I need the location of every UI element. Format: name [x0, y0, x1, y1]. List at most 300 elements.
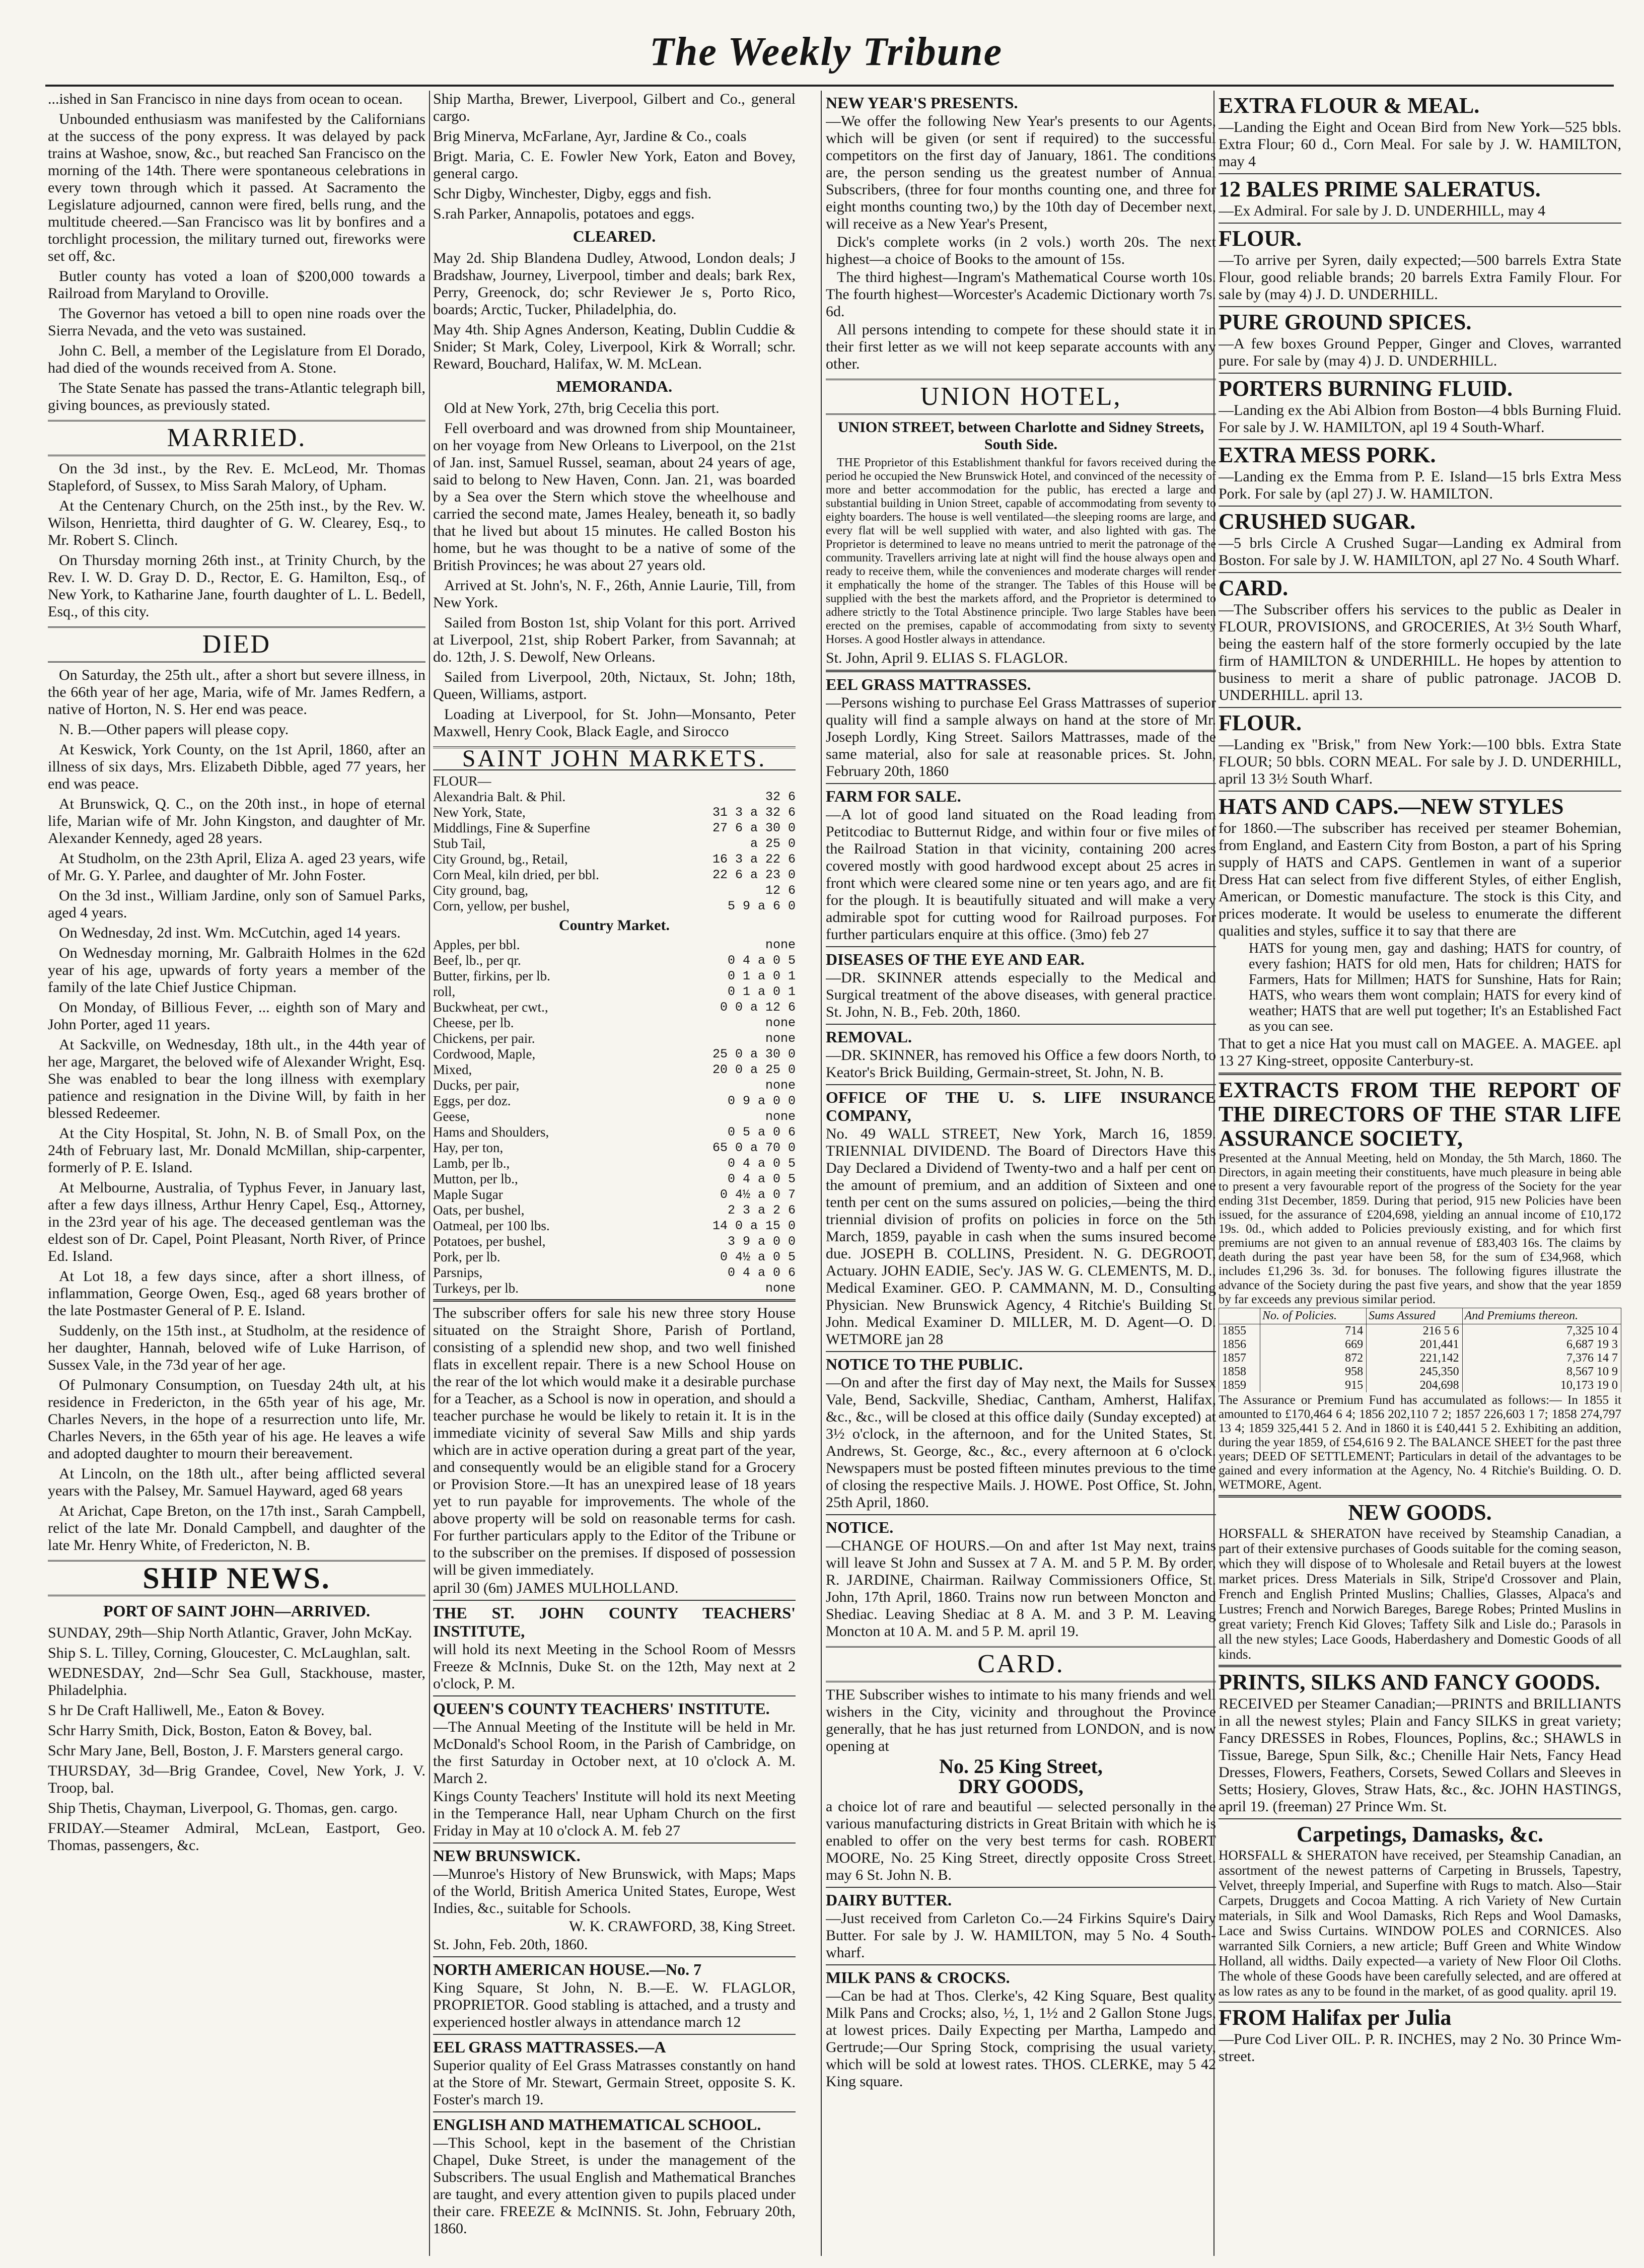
married-heading: MARRIED. — [48, 420, 425, 456]
ad-body: —A few boxes Ground Pepper, Ginger and Cloves, warranted pure. For sale by (may 4) J. D. UNDERHILL. — [1219, 335, 1621, 369]
advertisement — [1219, 707, 1621, 788]
union-hotel-heading: UNION HOTEL, — [826, 379, 1216, 415]
death-notice: At Keswick, York County, on the 1st April, 1860, after an illness of six days, Mrs. Elizabeth Dibble, aged 77 years, her end was peace. — [48, 741, 425, 792]
advertisement — [1219, 306, 1621, 370]
column-2 — [433, 91, 796, 2256]
ad-body: All persons intending to compete for these should state it in their first letter as we will not keep separate accounts with any other. — [826, 321, 1216, 372]
advertisement — [826, 1887, 1216, 1961]
column-rule — [821, 91, 822, 2256]
advertisement — [433, 2111, 796, 2237]
advertisement — [1219, 2002, 1621, 2065]
market-price: 0 4½ a 0 7 — [720, 1187, 796, 1202]
market-item: Mutton, per lb., — [433, 1171, 518, 1186]
ad-body: Superior quality of Eel Grass Matrasses constantly on hand at the Store of Mr. Stewart, Germain Street, opposite S. K. Foster's march 19. — [433, 2057, 796, 2108]
ad-heading: REMOVAL. — [826, 1028, 912, 1046]
market-row — [433, 953, 796, 968]
ad-body: —Landing ex the Abi Albion from Boston—4 bbls Burning Fluid. For sale by J. W. HAMILTON, apl 19 4 South-Wharf. — [1219, 402, 1621, 436]
ship-news-heading: SHIP NEWS. — [48, 1560, 425, 1596]
memoranda-subheading: MEMORANDA. — [556, 377, 673, 395]
table-cell: 7,325 10 4 — [1462, 1324, 1621, 1338]
masthead-rule — [45, 85, 1614, 87]
market-item: Buckwheat, per cwt., — [433, 1000, 548, 1015]
market-price: 22 6 a 23 0 — [712, 868, 796, 882]
market-row — [433, 1046, 796, 1062]
shipping-entry: FRIDAY.—Steamer Admiral, McLean, Eastport, Geo. Thomas, passengers, &c. — [48, 1820, 425, 1854]
ad-heading: MILK PANS & CROCKS. — [826, 1968, 1010, 1987]
advertisement — [826, 783, 1216, 943]
table-header: No. of Policies. — [1260, 1308, 1367, 1324]
table-header: Sums Assured — [1367, 1308, 1463, 1324]
advertisement — [1219, 572, 1621, 704]
ad-footer: april 30 (6m) JAMES MULHOLLAND. — [433, 1580, 679, 1596]
market-row — [433, 1109, 796, 1124]
market-row — [433, 1015, 796, 1031]
ad-body: —Landing ex "Brisk," from New York:—100 bbls. Extra State FLOUR; 50 bbls. CORN MEAL. For sale by J. D. UNDERHILL, april 13 3½ South Wharf. — [1219, 736, 1621, 787]
market-item: Middlings, Fine & Superfine — [433, 820, 590, 835]
arrived-subheading: PORT OF SAINT JOHN—ARRIVED. — [103, 1602, 370, 1620]
advertisement — [826, 946, 1216, 1021]
table-cell: 216 5 6 — [1367, 1324, 1463, 1338]
market-item: roll, — [433, 984, 456, 999]
advertisement — [433, 1842, 796, 1953]
ad-heading: NEW YEAR'S PRESENTS. — [826, 94, 1018, 112]
ad-body: for 1860.—The subscriber has received per steamer Bohemian, from England, and Eastern City from Boston, a part of his Spring supply of HATS and CAPS. Gentlemen in want of a superior Dress Hat can select from five different Styles, of either English, American, or Domestic manufacture. The stock is this City, and prices moderate. It would be useless to enumerate the different qualities and styles, suffice it to say that there are — [1219, 820, 1621, 939]
ad-heading: NORTH AMERICAN HOUSE.—No. 7 — [433, 1960, 702, 1978]
shipping-entry: THURSDAY, 3d—Brig Grandee, Covel, New York, J. V. Troop, bal. — [48, 1762, 425, 1796]
memoranda-entry: Loading at Liverpool, for St. John—Monsanto, Peter Maxwell, Henry Cook, Black Eagle, and Sirocco — [433, 706, 796, 740]
ad-body: —Pure Cod Liver OIL. P. R. INCHES, may 2 No. 30 Prince Wm-street. — [1219, 2031, 1621, 2065]
shipping-entry: S.rah Parker, Annapolis, potatoes and eggs. — [433, 205, 695, 222]
market-price: 20 0 a 25 0 — [712, 1062, 796, 1077]
advertisement — [1219, 373, 1621, 436]
ad-body: The third highest—Ingram's Mathematical Course worth 10s. The fourth highest—Worcester's Academic Dictionary worth 7s. 6d. — [826, 269, 1216, 320]
table-cell: 714 — [1260, 1324, 1367, 1338]
table-cell: 8,567 10 9 — [1462, 1365, 1621, 1379]
ad-date: St. John, Feb. 20th, 1860. — [433, 1936, 588, 1953]
masthead: The Weekly Tribune — [650, 30, 1003, 74]
market-row — [433, 1078, 796, 1093]
market-price: 0 1 a 0 1 — [727, 969, 796, 983]
country-market-table — [433, 937, 796, 1296]
advertisement — [1219, 506, 1621, 569]
ad-body: No. 49 WALL STREET, New York, March 16, 1859. TRIENNIAL DIVIDEND. The Board of Directors Have this Day Declared a Dividend of Twenty-two and a half per cent on the amount of premium, and an addition of Sixteen and one tenth per cent on the sums assured on policies,—being the third triennial division of profits on policies in force on the 5th March, 1859, payable in cash when the sums insured become due. JOSEPH B. COLLINS, President. N. G. DEGROOT, Actuary. JOHN EADIE, Sec'y. JAS W. G. CLEMENTS, M. D., Medical Examiner. GEO. P. CAMMANN, M. D., Consulting Physician. New Brunswick Agency, 4 Ritchie's Building St. John. Medical Examiner D. MILLER, M. D. Agent—O. D. WETMORE jan 28 — [826, 1125, 1216, 1348]
ad-heading: PURE GROUND SPICES. — [1219, 310, 1472, 334]
shipping-entry: S hr De Craft Halliwell, Me., Eaton & Bovey. — [48, 1702, 325, 1719]
ad-heading: CARD. — [1219, 576, 1289, 600]
ad-heading: THE ST. JOHN COUNTY TEACHERS' INSTITUTE, — [433, 1604, 796, 1640]
ad-body: —The Subscriber offers his services to the public as Dealer in FLOUR, PROVISIONS, and GROCERIES, At 3½ South Wharf, being the eastern half of the store formerly occupied by the late firm of HAMILTON & UNDERHILL. He hopes by attention to business to merit a share of public patronage. JACOB D. UNDERHILL. april 13. — [1219, 601, 1621, 703]
market-item: Alexandria Balt. & Phil. — [433, 789, 566, 804]
advertisement — [826, 1351, 1216, 1511]
shipping-entry: Brig Minerva, McFarlane, Ayr, Jardine & Co., coals — [433, 128, 747, 145]
market-item: Mixed, — [433, 1062, 472, 1077]
ad-body: —The Annual Meeting of the Institute will be held in Mr. McDonald's School Room, in the Parish of Cambridge, on the first Saturday in October next, at 10 o'clock A. M. March 2. — [433, 1719, 796, 1787]
ad-body: —We offer the following New Year's presents to our Agents, which will be given (or sent if required) to the successful competitors on the first day of January, 1861. The conditions are, the person sending us the greatest number of Annual Subscribers, (three for four months counting one, and three for eight months counting two,) by the 10th day of December next, will receive as a New Year's Present, — [826, 113, 1216, 232]
table-cell: 1858 — [1219, 1365, 1260, 1379]
ad-body: RECEIVED per Steamer Canadian;—PRINTS and BRILLIANTS in all the newest styles; Plain and Fancy SILKS in great variety; Fancy DRESSES in Robes, Flounces, Poplins, &c.; SHAWLS in Tissue, Barege, Spun Silk, &c.; Chenille Hair Nets, Fancy Head Dresses, Flowers, Feathers, Corsets, Sewed Collars and Sleeves in Setts; Hosiery, Gloves, Straw Hats, &c., &c. JOHN HASTINGS, april 19. (freeman) 27 Prince Wm. St. — [1219, 1695, 1621, 1815]
ad-heading: FLOUR. — [1219, 226, 1302, 251]
market-price: a 25 0 — [750, 836, 796, 851]
memoranda-entry: Fell overboard and was drowned from ship Mountaineer, on her voyage from New Orleans to Liverpool, on the 21st of Jan. inst, Samuel Russel, seaman, about 24 years of age, said to belong to New Haven, Conn. Jan. 21, was boarded by a Sea over the Stern which stove the wheelhouse and carried the second mate, James Healey, beneath it, so badly that he lived but about 15 minutes. He called Boston his home, but he was thought to be a native of some of the British Provinces; he was about 27 years old. — [433, 420, 796, 574]
market-price: 0 4 a 0 5 — [727, 1172, 796, 1186]
ad-heading: EXTRA FLOUR & MEAL. — [1219, 93, 1480, 118]
market-row — [433, 1156, 796, 1171]
ad-heading: FROM Halifax per Julia — [1219, 2005, 1452, 2030]
table-cell: 7,376 14 7 — [1462, 1352, 1621, 1365]
market-item: Cheese, per lb. — [433, 1015, 514, 1030]
advertisement — [1219, 791, 1621, 1070]
advertisement — [1219, 173, 1621, 220]
market-row — [433, 984, 796, 1000]
flour-prices-table — [433, 773, 796, 914]
marriage-notice: On the 3d inst., by the Rev. E. McLeod, Mr. Thomas Stapleford, of Sussex, to Miss Sarah Malory, of Upham. — [48, 460, 425, 494]
market-price: 25 0 a 30 0 — [712, 1047, 796, 1061]
market-row — [433, 836, 796, 852]
store-address: No. 25 King Street, — [939, 1755, 1103, 1778]
market-item: Maple Sugar — [433, 1187, 503, 1202]
paragraph: Butler county has voted a loan of $200,000 towards a Railroad from Maryland to Oroville. — [48, 268, 425, 302]
market-item: New York, State, — [433, 805, 526, 820]
ad-body: —Just received from Carleton Co.—24 Firkins Squire's Dairy Butter. For sale by J. W. HAMILTON, may 5 No. 4 South-wharf. — [826, 1910, 1216, 1961]
death-notice: At Melbourne, Australia, of Typhus Fever, in January last, after a few days illness, Arthur Henry Capel, Esq., Attorney, in the 23rd year of his age. The deceased gentleman was the eldest son of Dr. Capel, Point Pleasant, North River, of Prince Ed. Island. — [48, 1179, 425, 1264]
ad-heading: EEL GRASS MATTRASSES.—A — [433, 2038, 666, 2056]
market-row — [433, 898, 796, 914]
advertisement — [1219, 1818, 1621, 1999]
dry-goods-heading: DRY GOODS, — [958, 1775, 1084, 1798]
market-row — [433, 852, 796, 867]
death-notice: At Arichat, Cape Breton, on the 17th inst., Sarah Campbell, relict of the late Mr. Donald Campbell, and daughter of the late Mr. Henry White, of Fredericton, N. B. — [48, 1503, 425, 1553]
market-item: Oatmeal, per 100 lbs. — [433, 1218, 550, 1233]
death-notice: At the City Hospital, St. John, N. B. of Small Pox, on the 24th of February last, Mr. Donald McMillan, ship-carpenter, formerly of P. E. Island. — [48, 1125, 425, 1176]
market-price: 12 6 — [765, 883, 796, 898]
ad-body: —Munroe's History of New Brunswick, with Maps; Maps of the World, British America United States, Europe, West Indies, &c., suitable for Schools. — [433, 1866, 796, 1917]
market-item: Chickens, per pair. — [433, 1031, 535, 1046]
market-item: Beef, lb., per qr. — [433, 953, 521, 968]
ad-heading: 12 BALES PRIME SALERATUS. — [1219, 177, 1541, 201]
market-item: Butter, firkins, per lb. — [433, 968, 550, 983]
ad-body: a choice lot of rare and beautiful — selected personally in the various manufacturing districts in Great Britain with which he is enabled to offer on the very best terms for cash. ROBERT MOORE, No. 25 King Street, directly opposite Cross Street. may 6 St. John N. B. — [826, 1798, 1216, 1883]
advertisement — [1219, 1495, 1621, 1662]
assurance-table — [1219, 1308, 1621, 1392]
advertisement — [433, 1600, 796, 1692]
paragraph: The Governor has vetoed a bill to open nine roads over the Sierra Nevada, and the veto was sustained. — [48, 305, 425, 339]
market-item: Hams and Shoulders, — [433, 1124, 549, 1140]
column-4 — [1219, 91, 1621, 2256]
market-row — [433, 1281, 796, 1296]
death-notice: On Monday, of Billious Fever, ... eighth son of Mary and John Porter, aged 11 years. — [48, 999, 425, 1033]
market-row — [433, 805, 796, 820]
shipping-entry: Ship S. L. Tilley, Corning, Gloucester, C. McLaughlan, salt. — [48, 1645, 411, 1661]
ad-body: —Ex Admiral. For sale by J. D. UNDERHILL, may 4 — [1219, 202, 1546, 219]
table-cell: 958 — [1260, 1365, 1367, 1379]
market-row — [433, 1249, 796, 1265]
ad-heading: EEL GRASS MATTRASSES. — [826, 675, 1031, 693]
advertisement — [826, 670, 1216, 780]
ad-heading: OFFICE OF THE U. S. LIFE INSURANCE COMPANY, — [826, 1088, 1216, 1124]
ad-body: Dick's complete works (in 2 vols.) worth 20s. The next highest—a choice of Books to the amount of 15s. — [826, 234, 1216, 267]
ad-signature: W. K. CRAWFORD, 38, King Street. — [569, 1918, 796, 1935]
memoranda-entry: Sailed from Boston 1st, ship Volant for this port. Arrived at Liverpool, 21st, ship Robert Parker, from Savannah; at do. 12th, J. S. Dewolf, New Orleans. — [433, 614, 796, 665]
ad-heading: ENGLISH AND MATHEMATICAL SCHOOL. — [433, 2115, 761, 2134]
advertisement — [1219, 1073, 1621, 1492]
ad-body: —CHANGE OF HOURS.—On and after 1st May next, trains will leave St John and Sussex at 7 A. M. and 5 P. M. By order, R. JARDINE, Chairman. Railway Commissioners Office, St. John, 17th April, 1860. Trains now run between Moncton and Shediac. Leaving Shediac at 8 A. M. and 3 P. M. Leaving Moncton at 10 A. M. and 5 P. M. april 19. — [826, 1537, 1216, 1640]
memoranda-entry: Sailed from Liverpool, 20th, Nictaux, St. John; 18th, Queen, Williams, astport. — [433, 669, 796, 702]
market-item: Lamb, per lb., — [433, 1156, 510, 1171]
market-price: 14 0 a 15 0 — [712, 1219, 796, 1233]
market-row — [433, 820, 796, 836]
ad-heading: NOTICE TO THE PUBLIC. — [826, 1355, 1023, 1373]
market-price: 0 4½ a 0 5 — [720, 1250, 796, 1264]
table-cell: 1856 — [1219, 1338, 1260, 1352]
advertisement — [826, 1964, 1216, 2090]
death-notice: On Wednesday, 2d inst. Wm. McCutchin, aged 14 years. — [59, 925, 401, 941]
market-row — [433, 1202, 796, 1218]
ad-heading: EXTRA MESS PORK. — [1219, 443, 1436, 467]
ad-heading: EXTRACTS FROM THE REPORT OF THE DIRECTORS OF THE STAR LIFE ASSURANCE SOCIETY, — [1219, 1078, 1621, 1151]
market-item: Corn, yellow, per bushel, — [433, 898, 570, 913]
shipping-entry: May 2d. Ship Blandena Dudley, Atwood, London deals; J Bradshaw, Journey, Liverpool, timber and deals; bark Rex, Perry, Greenock, do; schr Reviewer Je s, Porto Rico, boards; Arctic, Tucker, Philadelphia, do. — [433, 250, 796, 318]
death-notice: Suddenly, on the 15th inst., at Studholm, at the residence of her daughter, Hannah, beloved wife of Luke Harrison, of Sussex Vale, in the 73d year of her age. — [48, 1322, 425, 1373]
table-row — [1219, 1352, 1621, 1365]
market-row — [433, 883, 796, 898]
death-notice: N. B.—Other papers will please copy. — [59, 721, 289, 738]
table-cell: 204,698 — [1367, 1379, 1463, 1392]
ad-heading: DAIRY BUTTER. — [826, 1891, 952, 1909]
shipping-entry: SUNDAY, 29th—Ship North Atlantic, Graver, John McKay. — [48, 1624, 412, 1641]
advertisement — [826, 1024, 1216, 1081]
table-cell: 221,142 — [1367, 1352, 1463, 1365]
table-header: And Premiums thereon. — [1462, 1308, 1621, 1324]
shipping-entry: Schr Harry Smith, Dick, Boston, Eaton & Bovey, bal. — [48, 1722, 372, 1739]
ad-body: Kings County Teachers' Institute will hold its next Meeting in the Temperance Hall, near Upham Church on the first Friday in May at 10 o'clock A. M. feb 27 — [433, 1788, 796, 1839]
table-cell: 1857 — [1219, 1352, 1260, 1365]
table-cell: 10,173 19 0 — [1462, 1379, 1621, 1392]
ad-body: —A lot of good land situated on the Road leading from Petitcodiac to Butternut Ridge, and within four or five miles of the Railroad Station in that vicinity, containing 200 acres covered mostly with good hardwood except about 25 acres in front which were cleared some nine or ten years ago, and are fit for the plough. It is beautifully situated and will make a very admirable spot for cutting wood for Railroad purposes. For further particulars enquire at this office. (3mo) feb 27 — [826, 806, 1216, 943]
advertisement — [433, 1695, 796, 1839]
table-cell: 915 — [1260, 1379, 1367, 1392]
column-rule — [429, 91, 430, 2256]
market-item: Oats, per bushel, — [433, 1202, 525, 1218]
market-item: City ground, bag, — [433, 883, 528, 898]
paragraph: The State Senate has passed the trans-Atlantic telegraph bill, giving bounces, as previously stated. — [48, 380, 425, 413]
market-price: none — [765, 1016, 796, 1030]
market-row — [433, 1124, 796, 1140]
memoranda-entry: Arrived at St. John's, N. F., 26th, Annie Laurie, Till, from New York. — [433, 577, 796, 611]
paragraph: ...ished in San Francisco in nine days from ocean to ocean. — [48, 91, 403, 107]
market-row — [433, 937, 796, 953]
market-item: Eggs, per doz. — [433, 1093, 511, 1108]
ad-body: —Can be had at Thos. Clerke's, 42 King Square, Best quality Milk Pans and Crocks; also, ½, 1, 1½ and 2 Gallon Stone Jugs, at lowest prices. Daily Expecting per Martha, Lampedo and Gertrude;—Our Spring Stock, comprising the usual variety, which will be sold at lowest rates. THOS. CLERKE, may 5 42 King square. — [826, 1988, 1216, 2090]
column-3 — [826, 91, 1216, 2256]
card-heading: CARD. — [826, 1646, 1216, 1682]
ad-body: —DR. SKINNER, has removed his Office a few doors North, to Keator's Brick Building, Germain-street, St. John, N. B. — [826, 1047, 1216, 1081]
ad-heading: FLOUR. — [1219, 711, 1302, 735]
shipping-entry: Ship Thetis, Chayman, Liverpool, G. Thomas, gen. cargo. — [48, 1800, 398, 1816]
market-row — [433, 789, 796, 805]
market-row — [433, 1218, 796, 1234]
shipping-entry: May 4th. Ship Agnes Anderson, Keating, Dublin Cuddie & Snider; St Mark, Coley, Liverpool, Kirk & Worrall; schr. Reward, Bouchard, Halifax, W. M. McLean. — [433, 321, 796, 372]
ad-body: —5 brls Circle A Crushed Sugar—Landing ex Admiral from Boston. For sale by J. W. HAMILTON, apl 27 No. 4 South Wharf. — [1219, 535, 1621, 569]
ad-heading: FARM FOR SALE. — [826, 787, 961, 805]
death-notice: At Sackville, on Wednesday, 18th ult., in the 44th year of her age, Margaret, the beloved wife of Alexander Wright, Esq. She was enabled to bear the long illness with exemplary patience and resignation in the Divine Will, by faith in her blessed Redeemer. — [48, 1036, 425, 1121]
market-row — [433, 1234, 796, 1249]
market-price: 32 6 — [765, 790, 796, 804]
ad-body: Presented at the Annual Meeting, held on Monday, the 5th March, 1860. The Directors, in again meeting their constituents, have much pleasure in being able to present a very favourable report of the progress of the Society for the year ending 31st December, 1859. During that period, 915 new Policies have been issued, for the assurance of £204,698, yielding an annual income of £10,172 19s. 0d., which added to Policies previously existing, and for which first premiums are not given to an annual revenue of £83,403 16s. The claims by death during the past year have been 58, for the sum of £34,968, which includes £1,296 3s. 3d. for bonuses. The following figures illustrate the advance of the Society during the past five years, and show that the year 1859 by far exceeds any previous similar period. — [1219, 1152, 1621, 1306]
markets-heading: SAINT JOHN MARKETS. — [433, 746, 796, 770]
advertisement — [1219, 439, 1621, 503]
market-price: 0 1 a 0 1 — [727, 984, 796, 999]
market-item: Turkeys, per lb. — [433, 1281, 519, 1296]
market-price: 0 0 a 12 6 — [720, 1000, 796, 1015]
market-price: none — [765, 1031, 796, 1046]
market-price: 65 0 a 70 0 — [712, 1141, 796, 1155]
advertisement — [826, 1514, 1216, 1640]
death-notice: On Wednesday morning, Mr. Galbraith Holmes in the 62d year of his age, upwards of forty years a member of the family of the late Chief Justice Chipman. — [48, 945, 425, 996]
market-item: Cordwood, Maple, — [433, 1046, 536, 1061]
market-item: Geese, — [433, 1109, 470, 1124]
paragraph: Unbounded enthusiasm was manifested by the Californians at the success of the pony express. It was delayed by pack trains at Washoe, snow, &c., but reached San Francisco on the morning of the 14th. There were spontaneous celebrations in every town through which it passed. At Sacramento the Legislature adjourned, cannon were fired, bells rung, and the multitude cheered.—San Francisco was lit by bonfires and a torchlight procession, the military turned out, fireworks were set off, &c. — [48, 111, 425, 264]
advertisement — [1219, 1665, 1621, 1815]
memoranda-entry: Old at New York, 27th, brig Cecelia this port. — [444, 400, 720, 416]
marriage-notice: At the Centenary Church, on the 25th inst., by the Rev. W. Wilson, Henrietta, third daughter of G. W. Clearey, Esq., to Mr. Robert S. Clinch. — [48, 498, 425, 548]
market-price: 16 3 a 22 6 — [712, 852, 796, 867]
hotel-address: UNION STREET, between Charlotte and Sidney Streets, South Side. — [837, 419, 1204, 453]
ad-body: King Square, St John, N. B.—E. W. FLAGLOR, PROPRIETOR. Good stabling is attached, and a trusty and experienced hostler always in attendance march 12 — [433, 1979, 796, 2030]
market-item: Apples, per bbl. — [433, 937, 520, 952]
table-header — [1219, 1308, 1260, 1324]
table-row — [1219, 1379, 1621, 1392]
ad-body: THE Proprietor of this Establishment thankful for favors received during the period he occupied the New Brunswick Hotel, and convinced of the necessity of more and better accommodation for the public, has erected a large and substantial building in Union Street, capable of accommodating from seventy to eighty boarders. The house is well ventilated—the sleeping rooms are large, and every flat will be well supplied with water, and also lighted with gas. The Proprietor is determined to leave no means untried to merit the patronage of the community. Travellers arriving late at night will find the house always open and ready to receive them, while the conveniences and moderate charges will render it emphatically the home of the stranger. The Tables of this House will be supplied with the best the markets afford, and the Proprietor is determined to adhere strictly to the Total Abstinence principle. Two large Stables have been erected on the premises, capable of accommodating from sixty to seventy Horses. A good Hostler always in attendance. — [826, 456, 1216, 646]
market-row — [433, 1171, 796, 1187]
ad-body: The subscriber offers for sale his new three story House situated on the Straight Shore, Parish of Portland, consisting of a splendid new shop, and two well finished flats in excellent repair. There is a new School House on the rear of the lot which would make it a desirable purchase for a Teacher, as a School is now in operation, and should a teacher purchase he would be likely to retain it. It is in the immediate vicinity of several Saw Mills and ship yards which are in active operation during a great part of the year, and consequently would be an eligible stand for a Grocery or Provision Store.—It has an unexpired lease of 18 years yet to run payable for improvements. The whole of the above property will be sold on reasonable terms for cash. For further particulars apply to the Editor of the Tribune or to the subscriber on the premises. If disposed of possession will be given immediately. — [433, 1305, 796, 1578]
ad-body: —This School, kept in the basement of the Christian Chapel, Duke Street, is under the management of the Subscribers. The usual English and Mathematical Branches are taught, and every attention given to pupils placed under their care. FREEZE & McINNIS. St. John, February 20th, 1860. — [433, 2135, 796, 2237]
table-cell: 6,687 19 3 — [1462, 1338, 1621, 1352]
market-price: none — [765, 1109, 796, 1124]
ad-heading: DISEASES OF THE EYE AND EAR. — [826, 950, 1085, 968]
table-row — [1219, 1365, 1621, 1379]
market-row — [433, 1062, 796, 1078]
ad-heading: PORTERS BURNING FLUID. — [1219, 376, 1513, 401]
ad-footer: St. John, April 9. ELIAS S. FLAGLOR. — [826, 650, 1068, 666]
ad-heading: NEW GOODS. — [1348, 1500, 1492, 1525]
shipping-entry: Brigt. Maria, C. E. Fowler New York, Eaton and Bovey, general cargo. — [433, 148, 796, 182]
death-notice: Of Pulmonary Consumption, on Tuesday 24th ult, at his residence in Fredericton, in the 65th year of his age, Mr. Charles Nevers, in the hope of a resurrection unto life, Mr. Charles Nevers, in the 65th year of his age. He leaves a wife and adopted daughter to mourn their bereavement. — [48, 1377, 425, 1462]
ad-heading: HATS AND CAPS.—NEW STYLES — [1219, 794, 1564, 819]
market-price: 27 6 a 30 0 — [712, 821, 796, 835]
market-price: 0 4 a 0 5 — [727, 1156, 796, 1171]
market-price: none — [765, 938, 796, 952]
table-cell: 872 — [1260, 1352, 1367, 1365]
shipping-entry: WEDNESDAY, 2nd—Schr Sea Gull, Stackhouse, master, Philadelphia. — [48, 1665, 425, 1698]
market-item: Corn Meal, kiln dried, per bbl. — [433, 867, 599, 882]
advertisement — [1219, 91, 1621, 170]
marriage-notice: On Thursday morning 26th inst., at Trinity Church, by the Rev. I. W. D. Gray D. D., Rector, E. G. Hamilton, Esq., of New York, to Katharine Jane, fourth daughter of L. L. Bedell, Esq., of this city. — [48, 552, 425, 620]
market-item: Ducks, per pair, — [433, 1078, 520, 1093]
ad-body: —DR. SKINNER attends especially to the Medical and Surgical treatment of the above diseases, with general practice. St. John, N. B., Feb. 20th, 1860. — [826, 969, 1216, 1020]
died-heading: DIED — [48, 626, 425, 663]
market-item: Pork, per lb. — [433, 1249, 501, 1264]
market-item: Hay, per ton, — [433, 1140, 504, 1155]
market-price: 0 4 a 0 6 — [727, 1265, 796, 1280]
table-cell: 669 — [1260, 1338, 1367, 1352]
market-price: 0 9 a 0 0 — [727, 1094, 796, 1108]
market-row — [433, 968, 796, 984]
ad-body: HORSFALL & SHERATON have received by Steamship Canadian, a part of their extensive purchases of Goods suitable for the coming season, which they will dispose of to Wholesale and Retail buyers at the lowest market prices. Dress Materials in Silk, Stripe'd Crossover and Plain, French and English Printed Muslins; Challies, Glasses, Alpaca's and Lustres; French and Norwich Bareges, Barege Robes; Printed Muslins in great variety; French Kid Gloves; Taffety Silk and Lisle do.; Parasols in all the new styles; Lace Goods, Haberdashery and Domestic Goods of all kinds. — [1219, 1526, 1621, 1662]
market-row — [433, 1140, 796, 1156]
table-row — [1219, 1338, 1621, 1352]
advertisement — [826, 1084, 1216, 1348]
ad-footer: That to get a nice Hat you must call on MAGEE. A. MAGEE. apl 13 27 King-street, opposite Canterbury-st. — [1219, 1035, 1621, 1069]
market-row — [433, 1000, 796, 1015]
death-notice: On the 3d inst., William Jardine, only son of Samuel Parks, aged 4 years. — [48, 887, 425, 921]
market-row — [433, 773, 796, 789]
market-row — [433, 1265, 796, 1281]
table-cell: 1855 — [1219, 1324, 1260, 1338]
ad-heading: CRUSHED SUGAR. — [1219, 509, 1416, 534]
ad-body: —Persons wishing to purchase Eel Grass Mattrasses of superior quality will find a sample always on hand at the store of Mr. Joseph Lordly, King Street. Sailors Mattrasses, made of the same material, also for sale at reasonable prices. St. John, February 20th, 1860 — [826, 694, 1216, 779]
table-cell: 1859 — [1219, 1379, 1260, 1392]
market-price: 0 4 a 0 5 — [727, 953, 796, 968]
ad-body: HORSFALL & SHERATON have received, per Steamship Canadian, an assortment of the newest patterns of Carpeting in Brussels, Tapestry, Velvet, threeply Imperial, and Superfine with Rugs to match. Also—Stair Carpets, Druggets and Cocoa Matting. A rich Variety of New Curtain materials, in Silk and Wool Damasks, Rich Reps and Wool Damasks, Lace and Swiss Curtains. WINDOW POLES and CORNICES. Also warranted Silk Corniers, a new article; Buff Green and White Window Holland, all widths. Daily expected—a variety of New Floor Oil Cloths. The whole of these Goods have been carefully selected, and are offered at as low rates as any to be found in the market, of as good quality. april 19. — [1219, 1848, 1621, 1999]
table-cell: 201,441 — [1367, 1338, 1463, 1352]
table-row — [1219, 1324, 1621, 1338]
ad-body: —To arrive per Syren, daily expected;—500 barrels Extra State Flour, good reliable brands; 20 barrels Extra Family Flour. For sale by (may 4) J. D. UNDERHILL. — [1219, 252, 1621, 303]
advertisement — [433, 1956, 796, 2031]
ad-body: THE Subscriber wishes to intimate to his many friends and well wishers in the City, vicinity and throughout the Province generally, that he has just returned from LONDON, and is now opening at — [826, 1686, 1216, 1754]
ad-body: —On and after the first day of May next, the Mails for Sussex Vale, Bend, Sackville, Shediac, Cantham, Amherst, Halifax, &c., &c., will be closed at this office daily (Sunday excepted) at 3½ o'clock, in the afternoon, and for the United States, St. Andrews, St. George, &c., &c., every afternoon at 6 o'clock. Newspapers must be posted fifteen minutes previous to the time of closing the respective Mails. J. HOWE. Post Office, St. John, 25th April, 1860. — [826, 1374, 1216, 1511]
ad-heading: QUEEN'S COUNTY TEACHERS' INSTITUTE. — [433, 1699, 770, 1718]
ad-body: The Assurance or Premium Fund has accumulated as follows:— In 1855 it amounted to £170,464 6 4; 1856 202,110 7 2; 1857 226,603 1 7; 1858 274,797 13 4; 1859 325,441 5 2. And in 1860 it is £40,441 5 2. Exhibiting an addition, during the year 1859, of £54,616 9 2. The BALANCE SHEET for the past three years; DEED OF SETTLEMENT; Particulars in detail of the advantages to be gained and every information at the Agency, No. 4 Ritchie's Building. O. D. WETMORE, Agent. — [1219, 1393, 1621, 1492]
ad-heading: NEW BRUNSWICK. — [433, 1847, 581, 1865]
shipping-entry: Ship Martha, Brewer, Liverpool, Gilbert and Co., general cargo. — [433, 91, 796, 124]
ad-heading: Carpetings, Damasks, &c. — [1296, 1822, 1544, 1847]
death-notice: On Saturday, the 25th ult., after a short but severe illness, in the 66th year of her age, Maria, wife of Mr. James Redfern, a native of Horton, N. S. Her end was peace. — [48, 667, 425, 718]
market-price: none — [765, 1078, 796, 1093]
market-item: City Ground, bg., Retail, — [433, 852, 568, 867]
market-item: Stub Tail, — [433, 836, 486, 851]
paragraph: John C. Bell, a member of the Legislature from El Dorado, had died of the wounds received from A. Stone. — [48, 342, 425, 376]
shipping-entry: Schr Mary Jane, Bell, Boston, J. F. Marsters general cargo. — [48, 1742, 404, 1759]
country-market-subheading: Country Market. — [559, 917, 670, 934]
advertisement — [433, 2034, 796, 2108]
death-notice: At Lot 18, a few days since, after a short illness, of inflammation, George Owen, Esq., aged 68 years brother of the late Postmaster General of P. E. Island. — [48, 1268, 425, 1319]
market-row — [433, 1093, 796, 1109]
ad-body: will hold its next Meeting in the School Room of Messrs Freeze & McInnis, Duke St. on the 12th, May next at 2 o'clock, P. M. — [433, 1641, 796, 1692]
ad-body: —Landing the Eight and Ocean Bird from New York—525 bbls. Extra Flour; 60 d., Corn Meal. For sale by J. W. HAMILTON, may 4 — [1219, 119, 1621, 170]
shipping-entry: Schr Digby, Winchester, Digby, eggs and fish. — [433, 185, 712, 202]
cleared-subheading: CLEARED. — [573, 227, 656, 245]
market-price: 2 3 a 2 6 — [727, 1203, 796, 1218]
market-row — [433, 867, 796, 883]
market-price: 5 9 a 6 0 — [727, 899, 796, 913]
ad-heading: PRINTS, SILKS AND FANCY GOODS. — [1219, 1670, 1600, 1694]
market-row — [433, 1031, 796, 1046]
market-item: Parsnips, — [433, 1265, 483, 1280]
table-cell: 245,350 — [1367, 1365, 1463, 1379]
death-notice: At Brunswick, Q. C., on the 20th inst., in hope of eternal life, Marian wife of Mr. John Kingston, and daughter of Mr. Alexander Kennedy, aged 28 years. — [48, 796, 425, 846]
market-price: 31 3 a 32 6 — [712, 805, 796, 820]
hats-list: HATS for young men, gay and dashing; HATS for country, of every fashion; HATS for old men, Hats for children; HATS for Farmers, Hats for Millmen; HATS for Sunshine, Hats for Rain; HATS, who wears them wont complain; HATS for every kind of weather; HATS that are well put together; It's an Established Fact as you can see. — [1249, 941, 1621, 1034]
ad-body: —Landing ex the Emma from P. E. Island—15 brls Extra Mess Pork. For sale by (apl 27) J. W. HAMILTON. — [1219, 468, 1621, 502]
market-price: 0 5 a 0 6 — [727, 1125, 796, 1140]
market-price: none — [765, 1281, 796, 1296]
advertisement — [433, 1299, 796, 1597]
death-notice: At Studholm, on the 23th April, Eliza A. aged 23 years, wife of Mr. G. Y. Parlee, and daughter of Mr. John Foster. — [48, 850, 425, 884]
death-notice: At Lincoln, on the 18th ult., after being afflicted several years with the Palsey, Mr. Samuel Hayward, aged 68 years — [48, 1465, 425, 1499]
column-1 — [48, 91, 425, 2256]
market-item: Potatoes, per bushel, — [433, 1234, 546, 1249]
advertisement — [1219, 223, 1621, 303]
